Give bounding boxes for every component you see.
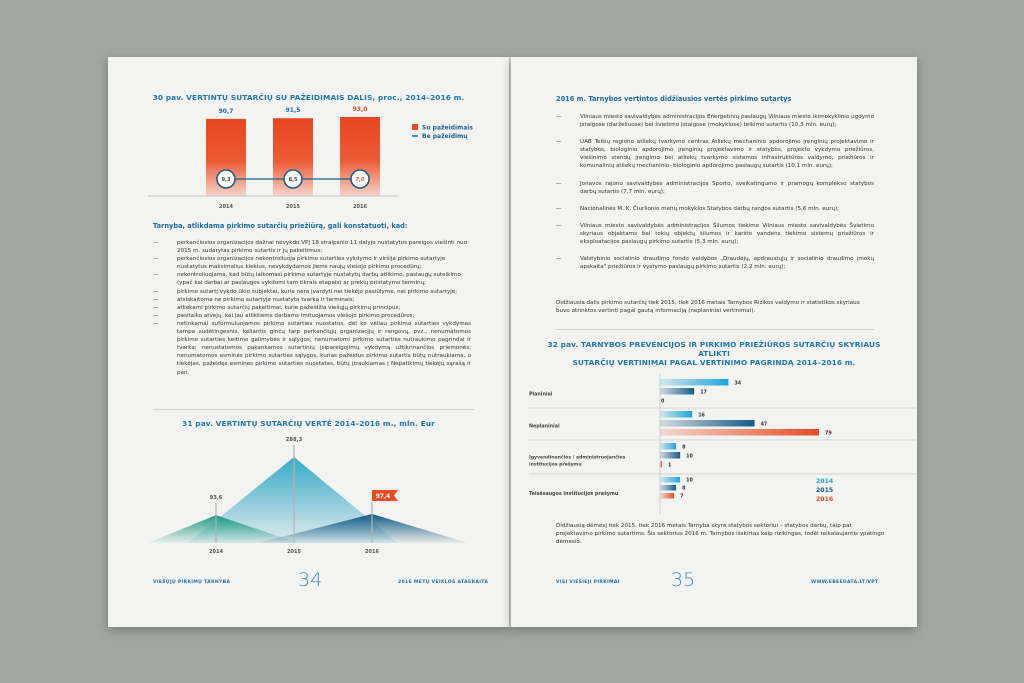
bar-value-label: 79 xyxy=(824,431,832,437)
list-item: — Jonavos rajono savivaldybės administracijos Sporto, sveikatingumo ir pramogų komplekso statybos darbų sutartis (7,7 mln. eurų); xyxy=(556,180,874,195)
list-item: — atsiskaitoma ne pirkimo sutartyje nustatyta tvarka ir terminais; xyxy=(153,296,355,303)
x-tick-label: 2014 xyxy=(209,549,223,555)
list-item: — perkančiosios organizacijos nekontroliuoja pirkimo sutarties vykdymo ir viršija pirkimo sutartyje nustatytus maksimalius kiekius, nevykdydamos jiems naujų viešojo pirkimo procedūrų; xyxy=(153,256,446,271)
category-label: Įgyvendinančios / administruojančios institucijos prašymu xyxy=(529,455,626,468)
bar-2015-2 xyxy=(660,452,680,459)
bar-value-label: 91,5 xyxy=(285,107,301,115)
bar-2016-1 xyxy=(660,429,819,436)
category-label: Planiniai xyxy=(529,392,553,398)
list-item: — atliekami pirkimo sutarčių pakeitimai, kurie pažeidžia viešųjų pirkimų principus; xyxy=(153,304,401,311)
legend-label-2014: 2014 xyxy=(816,478,834,485)
bar-value-label: 16 xyxy=(698,413,705,419)
bar-value-label: 10 xyxy=(686,454,693,460)
bar-2014-3 xyxy=(660,477,680,483)
figure-31-chart xyxy=(108,431,509,561)
bar-2014-1 xyxy=(660,411,692,418)
line-point-label: 7,0 xyxy=(355,177,365,183)
footer-left: VISI VIEŠIEJI PIRKIMAI xyxy=(556,580,620,585)
legend-label-be-pazeidimu: Be pažeidimų xyxy=(422,133,468,140)
page-number: 34 xyxy=(298,569,323,591)
bar-2015-3 xyxy=(660,485,676,491)
bar-value-label: 0 xyxy=(661,399,665,405)
bar-2014-0 xyxy=(660,379,728,386)
category-label: Teisėsaugos institucijos prašymu xyxy=(529,492,619,497)
list-item: — pirkimo sutartį vykdo ūkio subjektai, kurie nėra įvardyti nei tiekėjo pasiūlyme, nei pirkimo sutartyje; xyxy=(153,288,458,295)
figure-30-chart xyxy=(108,103,509,223)
page-number: 35 xyxy=(671,569,696,591)
bar-value-label: 8 xyxy=(682,486,686,492)
figure-30-title: 30 pav. VERTINTŲ SUTARČIŲ SU PAŽEIDIMAIS DALIS, proc., 2014–2016 m. xyxy=(152,93,465,102)
bar-value-label: 93,0 xyxy=(352,105,368,113)
value-label: 97,4 xyxy=(375,493,391,500)
figure-32-title xyxy=(531,340,897,367)
bar-2016-2 xyxy=(660,461,662,468)
legend-label-su-pazeidimais: Su pažeidimais xyxy=(422,124,473,132)
value-label: 93,6 xyxy=(209,495,223,502)
list-item: — nekontroliuojama, kad būtų laikomasi pirkimo sutartyje nustatytų darbų atlikimo, paslaugų suteikimo (ypač kai darbai ar paslaugos vykdomi tam tikrais etapais) ar prekių pristatymo terminų; xyxy=(153,272,461,287)
right-bullet-list xyxy=(556,113,874,280)
figure-32-title-line1: 32 pav. TARNYBOS PREVENCIJOS IR PIRKIMO PRIEŽIŪROS SUTARČIŲ SKYRIAUS ATLIKTI xyxy=(547,340,881,358)
paragraph-1: Didžiausia dalis pirkimo sutarčių tiek 2015, tiek 2016 metais Tarnybos Rizikos valdymo ir statistikos skyriaus buvo atrinktos vertinti pagal gautą informaciją (neplaniniai vertinimai). xyxy=(556,300,860,315)
list-item: — Valstybinio socialinio draudimo fondo valdybos „Draudėjų, apdraustųjų ir socialinio draudimo įmokų apskaita" priežiūros ir vystymo paslaugų pirkimo sutartis (2,2 mln. eurų); xyxy=(556,256,874,271)
list-item: — Vilniaus miesto savivaldybės administracijos Šilumos tiekimo Vilniaus miesto savivaldybės Švietimo skyriaus objektams bei tokių objektų šilumos ir karšto vandens tiekimo sistemų priežiūros ir eksploatacijos paslaugų pirkimo sutartis (5,3 mln. eurų); xyxy=(556,222,874,246)
list-item: — perkančiosios organizacijos dažnai nevykdo VPĮ 18 straipsnio 11 dalyje nustatytos pareigos viešinti nuo 2015 m. sudarytas pirkimo sutartis ir jų pakeitimus; xyxy=(153,240,468,255)
divider xyxy=(556,329,874,330)
bar-2015-1 xyxy=(660,420,755,427)
list-item: — Vilniaus miesto savivaldybės administracijos Energetinių paslaugų Vilniaus miesto ikimokyklinio ugdymo įstaigose (darželiuose) bei švietimo įstaigose (mokyklose) teikimo sutartis (10,3 mln. eurų); xyxy=(556,114,874,129)
right-heading: 2016 m. Tarnybos vertintos didžiausios vertės pirkimo sutartys xyxy=(556,95,792,103)
legend-label-2015: 2015 xyxy=(816,487,834,494)
bar-value-label: 7 xyxy=(680,494,684,500)
left-heading: Tarnyba, atlikdama pirkimo sutarčių priežiūrą, gali konstatuoti, kad: xyxy=(153,222,408,230)
bar-2015-0 xyxy=(660,388,694,395)
value-label: 288,3 xyxy=(285,437,303,443)
footer-right: 2016 METŲ VEIKLOS ATASKAITA xyxy=(398,580,489,585)
divider xyxy=(153,409,474,410)
bar-value-label: 17 xyxy=(700,390,707,396)
left-bullet-list xyxy=(153,239,471,377)
page-35 xyxy=(511,57,917,627)
bar-value-label: 10 xyxy=(686,478,693,484)
legend-swatch-su-pazeidimais xyxy=(412,124,418,130)
figure-30-legend xyxy=(412,124,473,140)
footer-left: VIEŠŲJŲ PIRKIMŲ TARNYBA xyxy=(153,580,231,585)
figure-32-title-line2: SUTARČIŲ VERTINIMAI PAGAL VERTINIMO PAGRINDĄ 2014–2016 m. xyxy=(572,358,856,367)
x-tick-label: 2016 xyxy=(353,204,367,210)
line-point-label: 8,5 xyxy=(288,177,298,183)
bar-value-label: 47 xyxy=(760,422,768,428)
list-item: — Nacionalinės M. K. Čiurlionio menų mokyklos Statybos darbų rangos sutartis (5,6 mln. eurų); xyxy=(556,205,840,212)
paragraph-2: Didžiausią dėmesį tiek 2015, tiek 2016 metais Tarnyba skyrė statybos sektoriui – statybos darbų, taip pat projektavimo pirkimo sutartims. Šis sektorius 2016 m. Tarnybos išskirtas kaip rizikingas, todėl reikalaujantis ypatingo dėmesio. xyxy=(556,523,885,546)
footer-right: WWW.EBEEDATA.LT/VPT xyxy=(811,580,879,585)
list-item: — netinkamai suformuluojamos pirkimo sutarties nuostatos, dėl ko vėliau pirkimo sutarties vykdymas tampa sudėtingesnis, keliantis ginčų tarp perkančiųjų organizacijų ir rangovų, pvz., nenumatomos pirkimo sutarties keitimo galimybės ir sąlygos; nenumatomi pirkimo sutarties nutraukimo pagrindai ir tvarka; nenustatomos pakankamos sutartinių įsipareigojimų vykdymą užtikrinančios priemonės; nenumatomos esminės pirkimo sutarties sąlygos, kurias pažeidus pirkimo sutartis būtų nutraukiama, o tiekėjas, pažeidęs esmines pirkimo sutarties nuostatas, būtų įtraukiamas į Nepatikimų tiekėjų sąrašą ir pan. xyxy=(153,320,471,376)
page-34 xyxy=(108,57,509,627)
x-tick-label: 2014 xyxy=(219,204,233,210)
bar-value-label: 8 xyxy=(682,445,686,451)
line-point-label: 9,3 xyxy=(221,177,231,183)
list-item: — UAB Telšių regiono atliekų tvarkymo centras Atliekų mechaninio apdorojimo įrenginių projektavimo ir statybos, biologinio apdorojimo įrenginių projektavimo ir statybos, projekto vykdymo priežiūros, viešinimo stendų įrengimo bei atliekų tvarkymo sistemos infrastruktūros valdymo, priežiūros ir komunalinių atliekų mechaninio- biologinio apdorojimo paslaugų sutartis (10,1 mln. eurų); xyxy=(556,139,874,170)
bar-2014-2 xyxy=(660,443,676,450)
figure-32-chart xyxy=(511,371,917,521)
bar-2016-3 xyxy=(660,493,674,499)
figure-31-title: 31 pav. VERTINTŲ SUTARČIŲ VERTĖ 2014–2016 m., mln. Eur xyxy=(182,419,435,428)
bar-value-label: 34 xyxy=(734,381,742,387)
x-tick-label: 2016 xyxy=(365,549,379,555)
legend-label-2016: 2016 xyxy=(816,496,834,503)
x-tick-label: 2015 xyxy=(286,204,300,210)
x-tick-label: 2015 xyxy=(287,549,301,555)
bar-value-label: 90,7 xyxy=(218,107,234,115)
bar-value-label: 1 xyxy=(668,463,672,469)
category-label: Neplaniniai xyxy=(529,424,560,430)
list-item: — pasitaiko atvejų, kai jau atliktiems darbams imituojamos viešojo pirkimo procedūros; xyxy=(153,312,415,319)
